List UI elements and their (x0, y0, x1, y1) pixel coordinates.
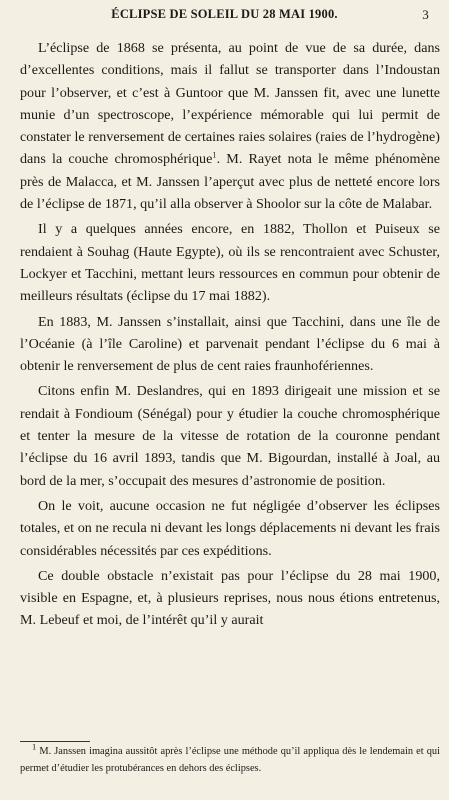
page-number: 3 (422, 7, 429, 22)
paragraph-text: Il y a quelques années encore, en 1882, Thollon et Puiseux se rendaient à Souhag (Haute Egypte), où ils se rencontraient avec Schuster, Lockyer et Tacchini, mettant leurs ressources en commun pour obtenir de meilleurs résultats (éclipse du 17 mai 1882). (20, 221, 440, 305)
paragraph (20, 218, 440, 307)
paragraph-text: L’éclipse de 1868 se présenta, au point de vue de sa durée, dans d’excellentes conditions, mais il fallut se transporter dans l’Indoustan pour l’observer, et c’est à Guntoor que M. Janssen fit, avec une lunette munie d’un spectroscope, l’expérience mémorable qui lui permit de constater le renversement de certaines raies solaires (raies de l’hydrogène) dans la couche chromosphérique (20, 40, 440, 168)
paragraph (20, 37, 440, 215)
paragraph (20, 495, 440, 562)
main-text (20, 37, 440, 635)
paragraph-text: On le voit, aucune occasion ne fut négligée d’observer les éclipses totales, et on ne recula ni devant les longs déplacements ni devant les frais considérables nécessités par ces expéditions. (20, 497, 440, 559)
footnote (20, 743, 440, 777)
footnote-divider (20, 741, 90, 742)
paragraph (20, 565, 440, 632)
footnote-marker: 1 (32, 741, 37, 752)
running-title: ÉCLIPSE DE SOLEIL DU 28 MAI 1900. (111, 7, 338, 21)
paragraph-text-continued: . M. Rayet nota le même phénomène près de Malacca, et M. Janssen l’aperçut avec plus de netteté encore lors de l’éclipse de 1871, qu’il alla observer à Shoolor sur la côte de Malabar. (20, 151, 440, 213)
footnote-text: M. Janssen imagina aussitôt après l’éclipse une méthode qu’il appliqua dès le lendemain et qui permet d’étudier les protubérances en dehors des éclipses. (20, 746, 440, 774)
running-header (0, 7, 449, 25)
paragraph (20, 380, 440, 491)
paragraph (20, 311, 440, 378)
paragraph-text: Ce double obstacle n’existait pas pour l’éclipse du 28 mai 1900, visible en Espagne, et, à plusieurs reprises, nous nous étions entretenus, M. Lebeuf et moi, de l’intérêt qu’il y aurait (20, 567, 440, 629)
footnote-reference: 1 (212, 149, 217, 160)
paragraph-text: En 1883, M. Janssen s’installait, ainsi que Tacchini, dans une île de l’Océanie (à l’île Caroline) et parvenait pendant l’éclipse du 6 mai à obtenir le renversement de plus de cent raies fraunhofériennes. (20, 313, 440, 375)
paragraph-text: Citons enfin M. Deslandres, qui en 1893 dirigeait une mission et se rendait à Fondioum (Sénégal) pour y étudier la couche chromosphérique et tenter la mesure de la vitesse de rotation de la couronne pendant l’éclipse du 16 avril 1893, tandis que M. Bigourdan, installé à Joal, au bord de la mer, s’occupait des mesures d’astronomie de position. (20, 383, 440, 489)
